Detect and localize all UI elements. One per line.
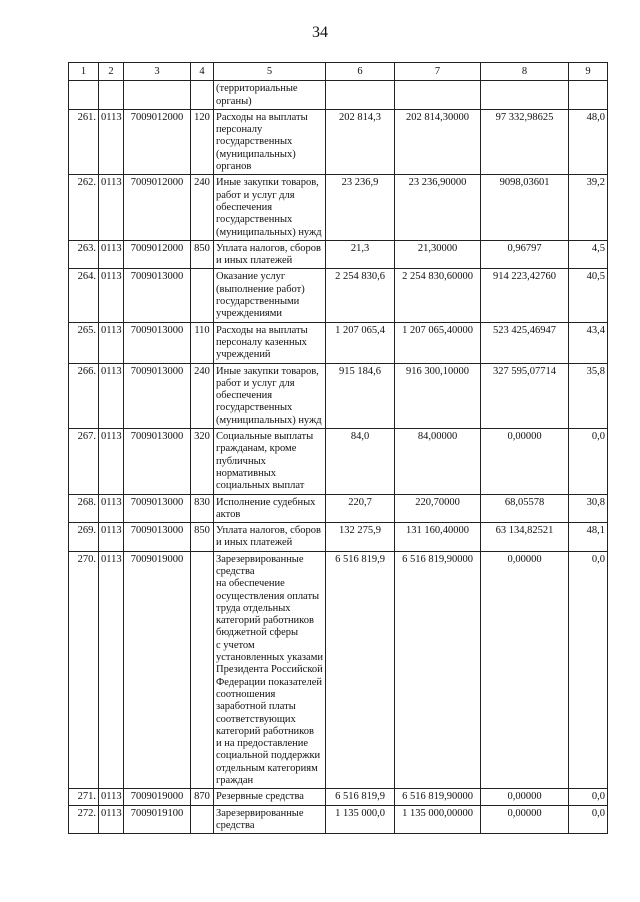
row-number: 268. <box>69 494 99 523</box>
description: Уплата налогов, сборов и иных платежей <box>214 523 326 552</box>
executed-amount: 63 134,82521 <box>481 523 569 552</box>
approved-amount <box>326 81 395 110</box>
table-row <box>69 805 608 834</box>
execution-percent: 4,5 <box>569 240 608 269</box>
section-code: 0113 <box>99 789 124 805</box>
header-cell: 7 <box>395 63 481 81</box>
approved-amount: 6 516 819,9 <box>326 551 395 789</box>
section-code: 0113 <box>99 805 124 834</box>
revised-amount: 6 516 819,90000 <box>395 551 481 789</box>
description: Уплата налогов, сборов и иных платежей <box>214 240 326 269</box>
header-cell: 1 <box>69 63 99 81</box>
section-code <box>99 81 124 110</box>
table-row <box>69 109 608 174</box>
header-cell: 4 <box>191 63 214 81</box>
section-code: 0113 <box>99 269 124 322</box>
description: Резервные средства <box>214 789 326 805</box>
table-row <box>69 363 608 428</box>
executed-amount: 0,00000 <box>481 789 569 805</box>
row-number: 270. <box>69 551 99 789</box>
target-code <box>124 81 191 110</box>
target-code: 7009013000 <box>124 363 191 428</box>
approved-amount: 84,0 <box>326 429 395 494</box>
table-row <box>69 322 608 363</box>
table-row <box>69 789 608 805</box>
execution-percent: 0,0 <box>569 551 608 789</box>
revised-amount: 6 516 819,90000 <box>395 789 481 805</box>
approved-amount: 202 814,3 <box>326 109 395 174</box>
executed-amount: 0,00000 <box>481 429 569 494</box>
expense-type: 850 <box>191 240 214 269</box>
table-row <box>69 523 608 552</box>
description: Зарезервированные средства на обеспечение осуществления оплаты труда отдельных категорий работников бюджетной сферы с учетом установленных указами Президента Российской Федерации показателей соотношения заработной платы соответствующих категорий работников и на предоставление социальной поддержки отдельным категориям граждан <box>214 551 326 789</box>
approved-amount: 1 207 065,4 <box>326 322 395 363</box>
header-cell: 6 <box>326 63 395 81</box>
expense-type <box>191 551 214 789</box>
description: Исполнение судебных актов <box>214 494 326 523</box>
description: Социальные выплаты гражданам, кроме публичных нормативных социальных выплат <box>214 429 326 494</box>
table-row <box>69 494 608 523</box>
description: Расходы на выплаты персоналу казенных учреждений <box>214 322 326 363</box>
table-row <box>69 429 608 494</box>
revised-amount: 202 814,30000 <box>395 109 481 174</box>
target-code: 7009012000 <box>124 109 191 174</box>
revised-amount: 916 300,10000 <box>395 363 481 428</box>
row-number: 272. <box>69 805 99 834</box>
page-number: 34 <box>312 24 328 41</box>
revised-amount: 23 236,90000 <box>395 175 481 240</box>
table-row <box>69 551 608 789</box>
description: Иные закупки товаров, работ и услуг для обеспечения государственных (муниципальных) нужд <box>214 363 326 428</box>
execution-percent: 43,4 <box>569 322 608 363</box>
row-number: 271. <box>69 789 99 805</box>
target-code: 7009019100 <box>124 805 191 834</box>
target-code: 7009013000 <box>124 322 191 363</box>
executed-amount: 327 595,07714 <box>481 363 569 428</box>
revised-amount: 1 207 065,40000 <box>395 322 481 363</box>
header-cell: 3 <box>124 63 191 81</box>
header-cell: 5 <box>214 63 326 81</box>
row-number: 264. <box>69 269 99 322</box>
expense-type: 120 <box>191 109 214 174</box>
section-code: 0113 <box>99 523 124 552</box>
table-row <box>69 269 608 322</box>
description: Оказание услуг (выполнение работ) государственными учреждениями <box>214 269 326 322</box>
revised-amount: 1 135 000,00000 <box>395 805 481 834</box>
expense-type <box>191 269 214 322</box>
row-number <box>69 81 99 110</box>
approved-amount: 2 254 830,6 <box>326 269 395 322</box>
budget-table <box>68 62 608 834</box>
executed-amount: 0,96797 <box>481 240 569 269</box>
revised-amount <box>395 81 481 110</box>
target-code: 7009012000 <box>124 240 191 269</box>
approved-amount: 915 184,6 <box>326 363 395 428</box>
expense-type: 320 <box>191 429 214 494</box>
description: Иные закупки товаров, работ и услуг для обеспечения государственных (муниципальных) нужд <box>214 175 326 240</box>
header-row <box>69 63 608 81</box>
executed-amount: 523 425,46947 <box>481 322 569 363</box>
section-code: 0113 <box>99 240 124 269</box>
execution-percent: 0,0 <box>569 805 608 834</box>
execution-percent: 35,8 <box>569 363 608 428</box>
expense-type <box>191 81 214 110</box>
approved-amount: 132 275,9 <box>326 523 395 552</box>
header-cell: 8 <box>481 63 569 81</box>
executed-amount: 9098,03601 <box>481 175 569 240</box>
section-code: 0113 <box>99 363 124 428</box>
target-code: 7009013000 <box>124 269 191 322</box>
execution-percent: 40,5 <box>569 269 608 322</box>
target-code: 7009013000 <box>124 494 191 523</box>
target-code: 7009019000 <box>124 789 191 805</box>
expense-type: 870 <box>191 789 214 805</box>
revised-amount: 21,30000 <box>395 240 481 269</box>
expense-type: 850 <box>191 523 214 552</box>
approved-amount: 6 516 819,9 <box>326 789 395 805</box>
executed-amount <box>481 81 569 110</box>
section-code: 0113 <box>99 322 124 363</box>
expense-type: 830 <box>191 494 214 523</box>
expense-type: 240 <box>191 363 214 428</box>
expense-type <box>191 805 214 834</box>
target-code: 7009019000 <box>124 551 191 789</box>
approved-amount: 220,7 <box>326 494 395 523</box>
section-code: 0113 <box>99 175 124 240</box>
table-row <box>69 240 608 269</box>
section-code: 0113 <box>99 429 124 494</box>
revised-amount: 131 160,40000 <box>395 523 481 552</box>
section-code: 0113 <box>99 551 124 789</box>
execution-percent: 0,0 <box>569 789 608 805</box>
revised-amount: 84,00000 <box>395 429 481 494</box>
row-number: 262. <box>69 175 99 240</box>
header-cell: 9 <box>569 63 608 81</box>
description: (территориальные органы) <box>214 81 326 110</box>
target-code: 7009013000 <box>124 429 191 494</box>
table-row <box>69 81 608 110</box>
header-cell: 2 <box>99 63 124 81</box>
expense-type: 240 <box>191 175 214 240</box>
executed-amount: 68,05578 <box>481 494 569 523</box>
execution-percent: 48,0 <box>569 109 608 174</box>
revised-amount: 2 254 830,60000 <box>395 269 481 322</box>
section-code: 0113 <box>99 494 124 523</box>
table-row <box>69 175 608 240</box>
target-code: 7009012000 <box>124 175 191 240</box>
revised-amount: 220,70000 <box>395 494 481 523</box>
execution-percent: 0,0 <box>569 429 608 494</box>
approved-amount: 1 135 000,0 <box>326 805 395 834</box>
approved-amount: 23 236,9 <box>326 175 395 240</box>
execution-percent: 39,2 <box>569 175 608 240</box>
target-code: 7009013000 <box>124 523 191 552</box>
executed-amount: 97 332,98625 <box>481 109 569 174</box>
row-number: 266. <box>69 363 99 428</box>
description: Зарезервированные средства <box>214 805 326 834</box>
execution-percent: 30,8 <box>569 494 608 523</box>
execution-percent: 48,1 <box>569 523 608 552</box>
row-number: 265. <box>69 322 99 363</box>
execution-percent <box>569 81 608 110</box>
row-number: 269. <box>69 523 99 552</box>
row-number: 261. <box>69 109 99 174</box>
expense-type: 110 <box>191 322 214 363</box>
executed-amount: 0,00000 <box>481 551 569 789</box>
description: Расходы на выплаты персоналу государственных (муниципальных) органов <box>214 109 326 174</box>
executed-amount: 0,00000 <box>481 805 569 834</box>
section-code: 0113 <box>99 109 124 174</box>
row-number: 267. <box>69 429 99 494</box>
approved-amount: 21,3 <box>326 240 395 269</box>
row-number: 263. <box>69 240 99 269</box>
executed-amount: 914 223,42760 <box>481 269 569 322</box>
